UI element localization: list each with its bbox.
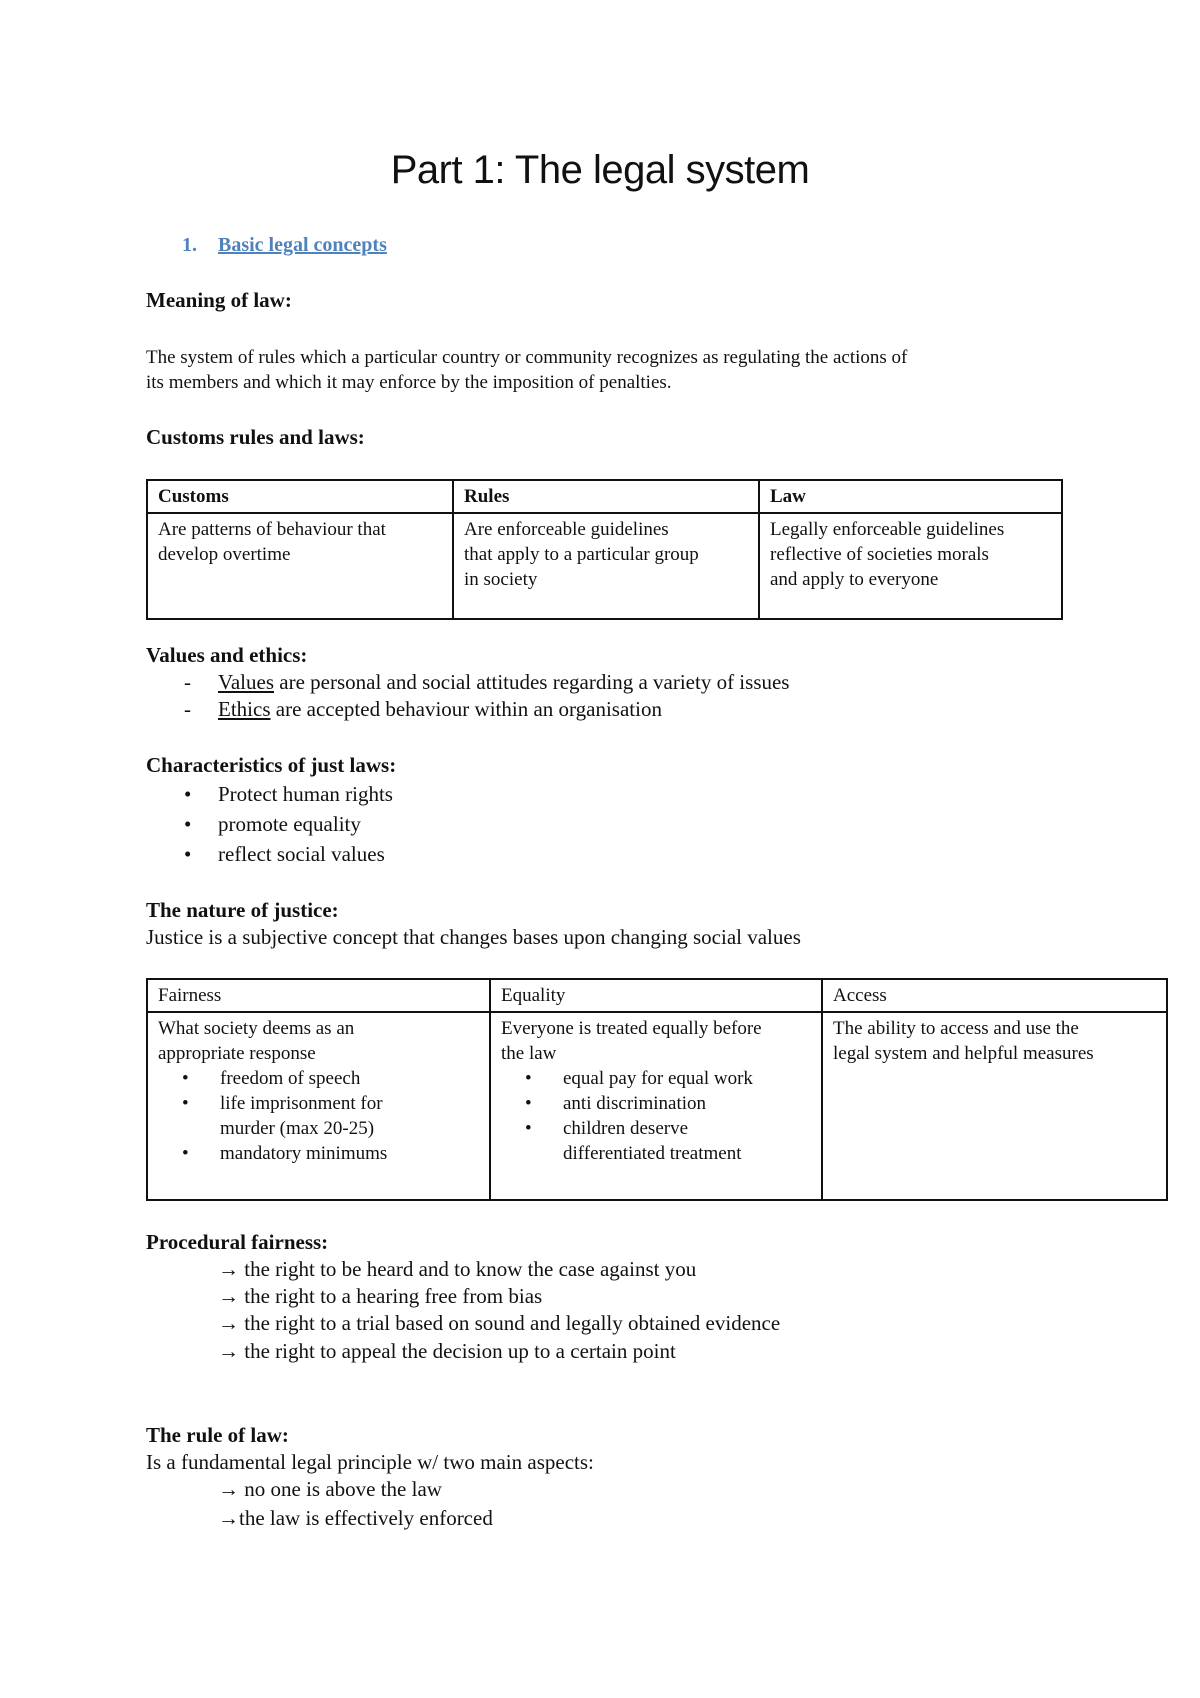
cell-line: and apply to everyone [770, 569, 939, 590]
meaning-line-2: its members and which it may enforce by the imposition of penalties. [146, 372, 672, 393]
procedural-text: the right to appeal the decision up to a certain point [244, 1339, 676, 1363]
customs-heading: Customs rules and laws: [146, 425, 365, 449]
values-text: are personal and social attitudes regarding a variety of issues [274, 670, 790, 694]
rule-of-law-heading: The rule of law: [146, 1423, 289, 1447]
values-heading: Values and ethics: [146, 643, 308, 667]
procedural-item [218, 1284, 542, 1309]
dash-marker: - [184, 697, 191, 721]
customs-cell-law [759, 513, 1062, 619]
just-laws-heading: Characteristics of just laws: [146, 753, 397, 777]
justice-col-equality: Equality [490, 979, 822, 1012]
cell-line: Everyone is treated equally before [501, 1018, 762, 1039]
procedural-item [218, 1311, 780, 1336]
cell-line: Are enforceable guidelines [464, 519, 669, 540]
section-number: 1. [182, 234, 197, 256]
customs-col-customs: Customs [147, 480, 453, 513]
page-title: Part 1: The legal system [390, 148, 810, 192]
values-term: Values [218, 670, 274, 694]
fairness-bullet-cont [220, 1116, 479, 1141]
just-law-item: Protect human rights [218, 782, 393, 806]
ethics-term: Ethics [218, 697, 271, 721]
arrow-right-icon: → [218, 1339, 239, 1363]
customs-cell-rules [453, 513, 759, 619]
cell-line: Legally enforceable guidelines [770, 519, 1005, 540]
rule-of-law-item [218, 1477, 442, 1502]
justice-table [146, 978, 1168, 1201]
justice-col-access: Access [822, 979, 1167, 1012]
meaning-line-1: The system of rules which a particular country or community recognizes as regulating the actions of [146, 347, 908, 368]
cell-line: differentiated treatment [563, 1143, 742, 1164]
access-cell [822, 1012, 1167, 1200]
customs-col-rules: Rules [453, 480, 759, 513]
procedural-text: the right to be heard and to know the case against you [244, 1257, 697, 1281]
fairness-cell [147, 1012, 490, 1200]
rule-of-law-text: Is a fundamental legal principle w/ two main aspects: [146, 1450, 594, 1474]
procedural-item [218, 1257, 696, 1282]
equality-cell [490, 1012, 822, 1200]
justice-text: Justice is a subjective concept that changes bases upon changing social values [146, 925, 801, 949]
cell-line: murder (max 20-25) [220, 1118, 375, 1139]
cell-line: in society [464, 569, 538, 590]
ethics-item [218, 697, 662, 722]
equality-bullet: • equal pay for equal work [563, 1066, 811, 1091]
just-law-item: reflect social values [218, 842, 385, 866]
cell-line: the law [501, 1043, 557, 1064]
procedural-item [218, 1339, 676, 1364]
values-item [218, 670, 789, 695]
arrow-right-icon: → [218, 1257, 239, 1281]
equality-bullet-cont [563, 1141, 811, 1166]
rule-of-law-point: no one is above the law [244, 1477, 442, 1501]
section-heading-link[interactable]: Basic legal concepts [218, 234, 387, 256]
customs-col-law: Law [759, 480, 1062, 513]
customs-cell-customs [147, 513, 453, 619]
rule-of-law-point: the law is effectively enforced [239, 1506, 493, 1530]
rule-of-law-item [218, 1506, 493, 1531]
equality-bullet: • children deserve [563, 1116, 811, 1141]
fairness-bullet: • life imprisonment for [220, 1091, 479, 1116]
procedural-text: the right to a trial based on sound and legally obtained evidence [244, 1311, 781, 1335]
cell-line: Are patterns of behaviour that [158, 519, 386, 540]
customs-table [146, 479, 1063, 620]
ethics-text: are accepted behaviour within an organisation [270, 697, 662, 721]
dash-marker: - [184, 670, 191, 694]
cell-line: that apply to a particular group [464, 544, 699, 565]
fairness-bullet: • mandatory minimums [220, 1141, 479, 1166]
arrow-right-icon: → [218, 1506, 239, 1530]
meaning-heading: Meaning of law: [146, 288, 292, 312]
just-law-item: promote equality [218, 812, 361, 836]
bullet-icon: • [184, 812, 192, 836]
cell-line: reflective of societies morals [770, 544, 989, 565]
bullet-icon: • [184, 842, 192, 866]
bullet-icon: • [184, 782, 192, 806]
arrow-right-icon: → [218, 1311, 239, 1335]
cell-line: The ability to access and use the [833, 1018, 1079, 1039]
cell-line: What society deems as an [158, 1018, 355, 1039]
cell-line: develop overtime [158, 544, 291, 565]
arrow-right-icon: → [218, 1477, 239, 1501]
cell-line: legal system and helpful measures [833, 1043, 1094, 1064]
arrow-right-icon: → [218, 1284, 239, 1308]
justice-col-fairness: Fairness [147, 979, 490, 1012]
cell-line: appropriate response [158, 1043, 316, 1064]
justice-heading: The nature of justice: [146, 898, 339, 922]
procedural-heading: Procedural fairness: [146, 1230, 329, 1254]
fairness-bullet: • freedom of speech [220, 1066, 479, 1091]
procedural-text: the right to a hearing free from bias [244, 1284, 543, 1308]
equality-bullet: • anti discrimination [563, 1091, 811, 1116]
